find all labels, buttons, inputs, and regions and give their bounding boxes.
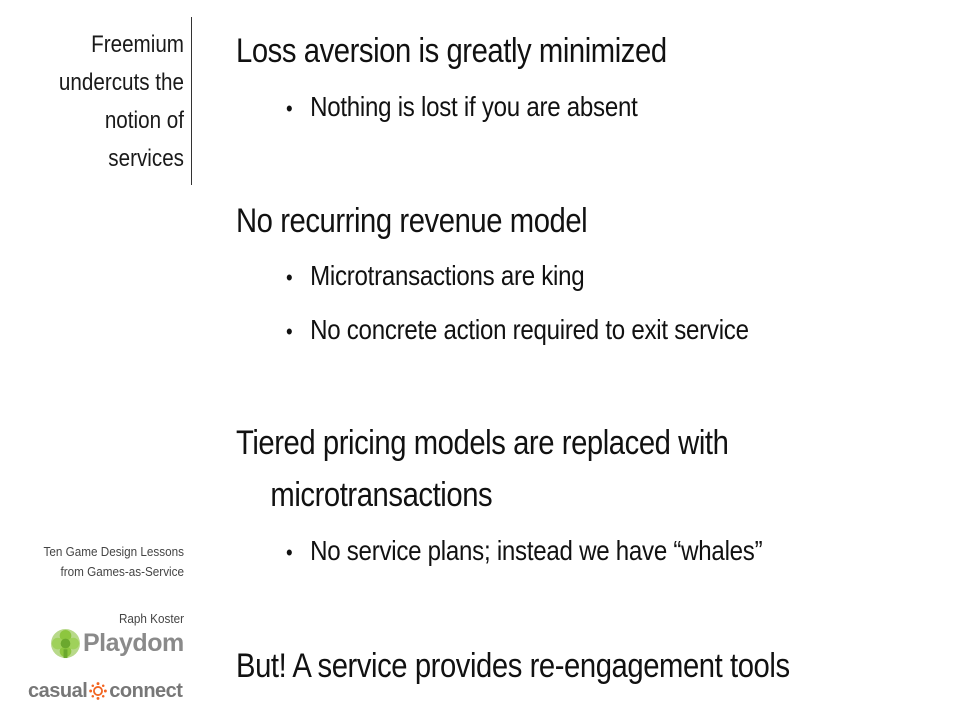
bullet-marker: • (286, 96, 293, 121)
bullet-marker: • (286, 319, 293, 344)
speaker-name-text: Raph Koster (118, 611, 184, 626)
casual-connect-word-left: casual (28, 680, 88, 702)
casual-connect-logo (28, 678, 188, 704)
bullet-item (286, 258, 584, 296)
bullet-text: Nothing is lost if you are absent (310, 91, 638, 122)
heading-line-continued: microtransactions (270, 476, 493, 514)
bullet-item (286, 89, 638, 127)
section-title-line: notion of (104, 107, 184, 134)
bullet-marker: • (286, 265, 293, 290)
talk-title-line: from Games-as-Service (60, 564, 184, 579)
playdom-wordmark: Playdom (83, 629, 184, 657)
playdom-flower-icon (50, 628, 81, 659)
section-title-line: Freemium (91, 31, 184, 58)
heading-line: Tiered pricing models are replaced with (236, 424, 729, 462)
talk-title (36, 542, 184, 582)
bullet-item (286, 533, 762, 571)
casual-connect-word-right: connect (109, 680, 183, 702)
section-title-line: services (108, 145, 184, 172)
bullet-marker: • (286, 540, 293, 565)
sidebar-divider (191, 17, 192, 185)
slide-heading-re-engagement: But! A service provides re-engagement tools (236, 647, 790, 685)
playdom-logo (50, 628, 184, 660)
speaker-name (36, 609, 184, 629)
bullet-item (286, 312, 749, 350)
section-title-line: undercuts the (58, 69, 185, 96)
slide-heading-loss-aversion: Loss aversion is greatly minimized (236, 32, 667, 70)
slide-section-title (43, 26, 184, 178)
bullet-text: No concrete action required to exit service (310, 314, 749, 345)
talk-title-line: Ten Game Design Lessons (43, 544, 185, 559)
bullet-text: No service plans; instead we have “whales” (310, 535, 763, 566)
bullet-text: Microtransactions are king (310, 260, 585, 291)
slide-heading-tiered-pricing (236, 417, 728, 521)
sun-icon (89, 682, 107, 700)
slide-heading-recurring-revenue: No recurring revenue model (236, 202, 588, 240)
